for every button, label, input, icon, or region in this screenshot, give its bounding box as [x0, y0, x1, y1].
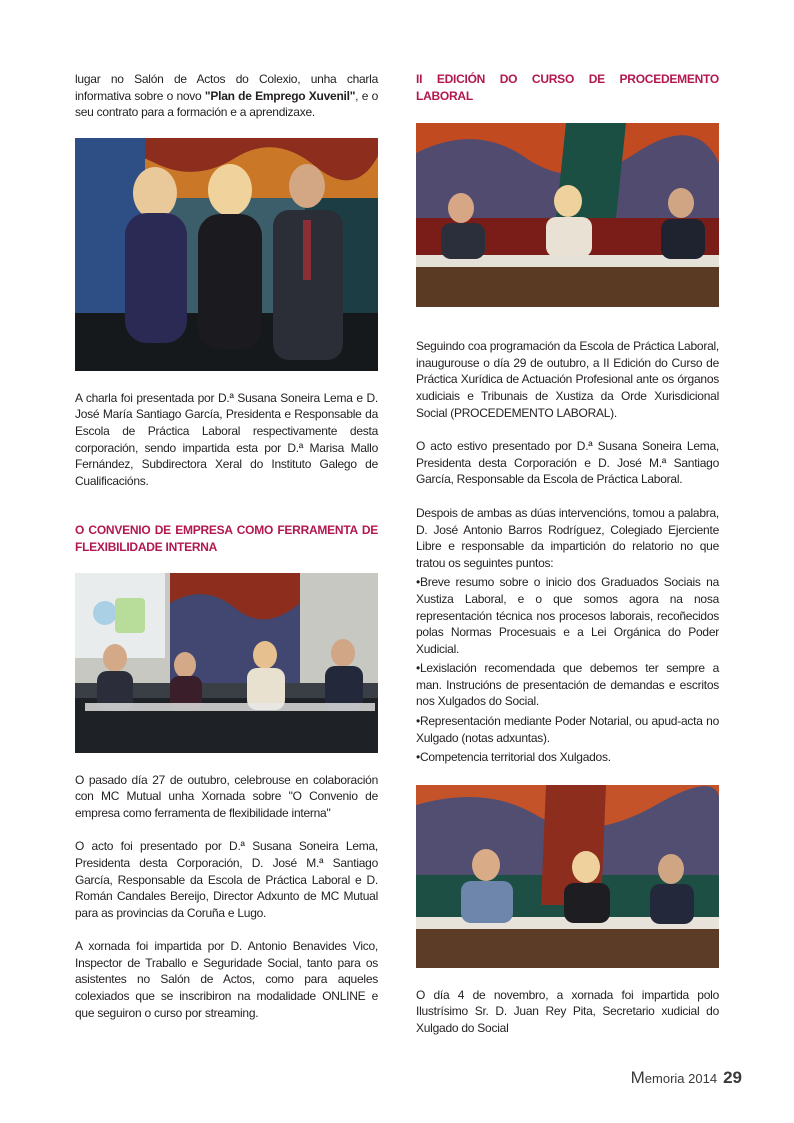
para-27-outubro: O pasado día 27 de outubro, celebrouse en colaboración con MC Mutual unha Xornada sobre "O Convenio de empresa como ferramenta de flexibilidade interna": [75, 772, 378, 820]
footer-brand: emoria 2014: [644, 1071, 718, 1086]
right-column: [416, 71, 719, 1037]
heading-convenio: O CONVENIO DE EMPRESA COMO FERRAMENTA DE FLEXIBILIDADE INTERNA: [75, 523, 378, 554]
para-acto-estivo: O acto estivo presentado por D.ª Susana Soneira Lema, Presidenta desta Corporación e D. José M.ª Santiago García, Responsable da Escola de Práctica Laboral.: [416, 439, 719, 487]
bullet-item: •Lexislación recomendada que debemos ter sempre a man. Instrucións de presentación de demandas e escritos nos Xulgados do Social.: [416, 661, 719, 709]
page-number: 29: [723, 1068, 742, 1087]
para-novembro: O día 4 de novembro, a xornada foi impartida polo Ilustrísimo Sr. D. Juan Rey Pita, Secretario xudicial do Xulgado do Social: [416, 987, 719, 1036]
bullet-item: •Competencia territorial dos Xulgados.: [416, 750, 611, 765]
bullet-item: •Breve resumo sobre o inicio dos Graduados Sociais na Xustiza Laboral, e o que somos agora na nosa representación técnica nos procesos laborais, recoñecidos polas Normas Procesuais e a Lei Orgánica do Poder Xudicial.: [416, 575, 719, 656]
footer-brand-initial: M: [630, 1068, 645, 1087]
heading-curso-laboral: II EDICIÓN DO CURSO DE PROCEDEMENTO LABORAL: [416, 72, 719, 103]
plan-emprego-bold: "Plan de Emprego Xuvenil": [204, 88, 356, 103]
para-seguindo: Seguindo coa programación da Escola de Práctica Laboral, inaugurouse o día 29 de outubro, a II Edición do Curso de Práctica Xurídica de Actuación Profesional ante os órganos xudiciais e Tribunais de Xustiza da Orde Xurisdicional Social (PROCEDEMENTO LABORAL).: [416, 339, 719, 420]
intro-text-end: , e o seu contrato para a formación e a aprendizaxe.: [75, 88, 378, 120]
charla-paragraph: A charla foi presentada por D.ª Susana Soneira Lema e D. José María Santiago García, Presidenta e Responsable da Escola de Práctica Laboral respectivamente desta corporación, sendo impartida esta por D.ª Marisa Mallo Fernández, Subdirectora Xeral do Instituto Galego de Cualificacións.: [75, 390, 378, 488]
intro-text: lugar no Salón de Actos do Colexio, unha charla informativa sobre o novo: [75, 72, 378, 103]
para-xornada-impartida: A xornada foi impartida por D. Antonio Benavides Vico, Inspector de Traballo e Seguridade Social, tanto para os asistentes no Salón de Actos, como para aqueles colexiados que se inscribiron na modalidade ONLINE e que seguiron o curso por streaming.: [75, 939, 378, 1020]
para-despois: Despois de ambas as dúas intervencións, tomou a palabra, D. José Antonio Barros Rodríguez, Colegiado Ejerciente Libre e responsable da impartición do relatorio no que tratou os seguintes puntos:: [416, 505, 719, 570]
para-acto-presentado: O acto foi presentado por D.ª Susana Soneira Lema, Presidenta desta Corporación, D. José M.ª Santiago García, Responsable da Escola de Práctica Laboral e D. Román Candales Bereijo, Director Adxunto de MC Mutual para as provincias da Coruña e Lugo.: [75, 839, 378, 920]
bullet-item: •Representación mediante Poder Notarial, ou apud-acta no Xulgado (notas adxuntas).: [416, 714, 719, 745]
photo-convenio-panel: [75, 573, 378, 753]
left-column: [75, 71, 378, 1021]
photo-curso-panel: [416, 123, 719, 307]
photo-novembro-panel: [416, 785, 719, 968]
photo-charla-three-people: [75, 138, 378, 371]
intro-paragraph: [75, 71, 378, 121]
page-footer: [631, 1068, 742, 1088]
